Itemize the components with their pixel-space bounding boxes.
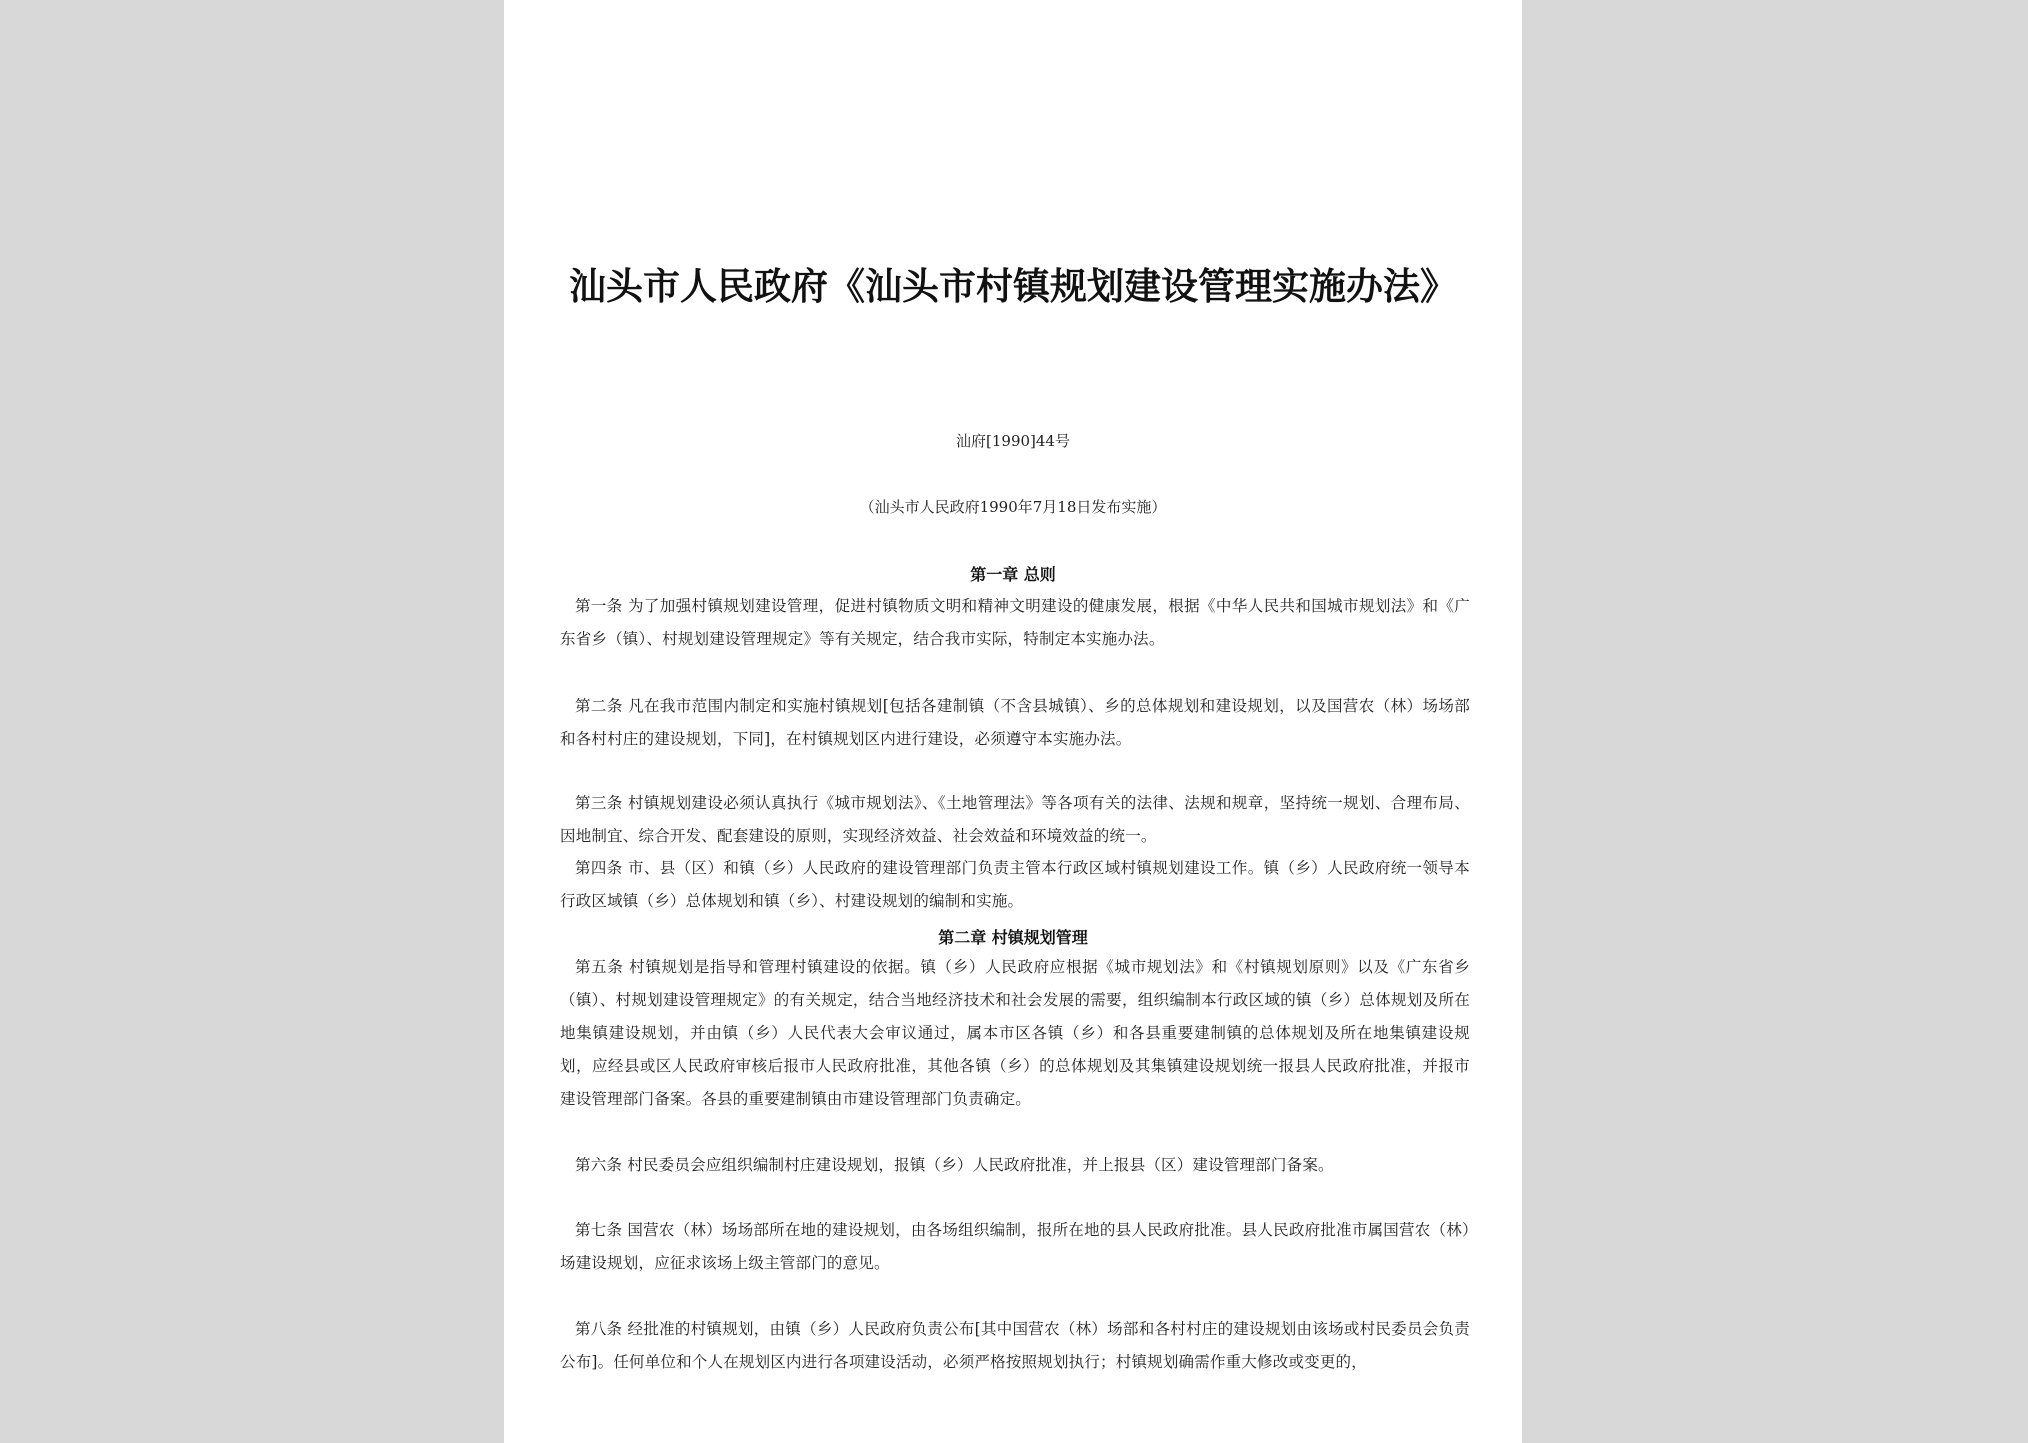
document-number: 汕府[1990]44号 [956, 432, 1070, 450]
document-page [504, 0, 1522, 1443]
chapter-heading: 第二章 村镇规划管理 [938, 928, 1088, 947]
chapter-heading: 第一章 总则 [970, 565, 1056, 584]
article-paragraph: 第六条 村民委员会应组织编制村庄建设规划，报镇（乡）人民政府批准，并上报县（区）建设管理部门备案。 [575, 1156, 1334, 1174]
article-paragraph: 第二条 凡在我市范围内制定和实施村镇规划[包括各建制镇（不含县城镇）、乡的总体规划和建设规划，以及国营农（林）场场部和各村村庄的建设规划，下同]，在村镇规划区内进行建设，必须遵守本实施办法。 [560, 697, 1470, 748]
publish-note: （汕头市人民政府1990年7月18日发布实施） [859, 498, 1167, 516]
article-paragraph: 第一条 为了加强村镇规划建设管理，促进村镇物质文明和精神文明建设的健康发展，根据《中华人民共和国城市规划法》和《广东省乡（镇）、村规划建设管理规定》等有关规定，结合我市实际，特制定本实施办法。 [560, 597, 1470, 648]
document-title: 汕头市人民政府《汕头市村镇规划建设管理实施办法》 [569, 264, 1457, 308]
article-paragraph: 第四条 市、县（区）和镇（乡）人民政府的建设管理部门负责主管本行政区域村镇规划建设工作。镇（乡）人民政府统一领导本行政区域镇（乡）总体规划和镇（乡）、村建设规划的编制和实施。 [560, 859, 1470, 910]
article-paragraph: 第七条 国营农（林）场场部所在地的建设规划，由各场组织编制，报所在地的县人民政府批准。县人民政府批准市属国营农（林）场建设规划，应征求该场上级主管部门的意见。 [560, 1221, 1470, 1272]
article-paragraph: 第三条 村镇规划建设必须认真执行《城市规划法》、《土地管理法》等各项有关的法律、法规和规章，坚持统一规划、合理布局、因地制宜、综合开发、配套建设的原则，实现经济效益、社会效益和环境效益的统一。 [560, 794, 1470, 845]
article-paragraph: 第五条 村镇规划是指导和管理村镇建设的依据。镇（乡）人民政府应根据《城市规划法》和《村镇规划原则》以及《广东省乡（镇）、村规划建设管理规定》的有关规定，结合当地经济技术和社会发展的需要，组织编制本行政区域的镇（乡）总体规划及所在地集镇建设规划，并由镇（乡）人民代表大会审议通过，属本市区各镇（乡）和各县重要建制镇的总体规划及所在地集镇建设规划，应经县或区人民政府审核后报市人民政府批准，其他各镇（乡）的总体规划及其集镇建设规划统一报县人民政府批准，并报市建设管理部门备案。各县的重要建制镇由市建设管理部门负责确定。 [560, 958, 1470, 1108]
article-paragraph: 第八条 经批准的村镇规划，由镇（乡）人民政府负责公布[其中国营农（林）场部和各村村庄的建设规划由该场或村民委员会负责公布]。任何单位和个人在规划区内进行各项建设活动，必须严格按照规划执行；村镇规划确需作重大修改或变更的， [560, 1320, 1470, 1371]
